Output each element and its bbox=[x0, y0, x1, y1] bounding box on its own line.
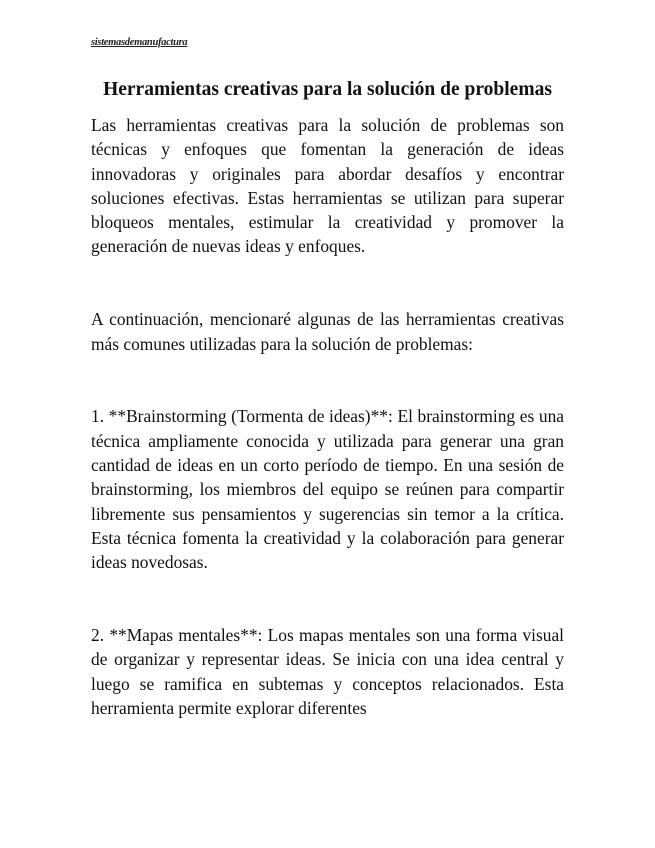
paragraph-intro: Las herramientas creativas para la solución de problemas son técnicas y enfoques que fomentan la generación de ideas innovadoras y originales para abordar desafíos y encontrar soluciones efectivas. Estas herramientas se utilizan para superar bloqueos mentales, estimular la creatividad y promover la generación de nuevas ideas y enfoques. bbox=[91, 115, 564, 257]
paragraph-mind-maps: 2. **Mapas mentales**: Los mapas mentales son una forma visual de organizar y representar ideas. Se inicia con una idea central y luego se ramifica en subtemas y conceptos relacionados. Esta herramienta permite explorar diferentes bbox=[91, 624, 564, 718]
paragraph-brainstorming: 1. **Brainstorming (Tormenta de ideas)**: El brainstorming es una técnica ampliamente conocida y utilizada para generar una gran cantidad de ideas en un corto período de tiempo. En una sesión de brainstorming, los miembros del equipo se reúnen para compartir libremente sus pensamientos y sugerencias sin temor a la crítica. Esta técnica fomenta la creatividad y la colaboración para generar ideas novedosas. bbox=[91, 406, 564, 573]
paragraph-list-intro: A continuación, mencionaré algunas de las herramientas creativas más comunes utilizadas para la solución de problemas: bbox=[91, 309, 564, 354]
source-link[interactable]: sistemasdemanufactura bbox=[91, 37, 188, 48]
document-page bbox=[91, 36, 564, 720]
document-title: Herramientas creativas para la solución de problemas bbox=[103, 79, 552, 100]
